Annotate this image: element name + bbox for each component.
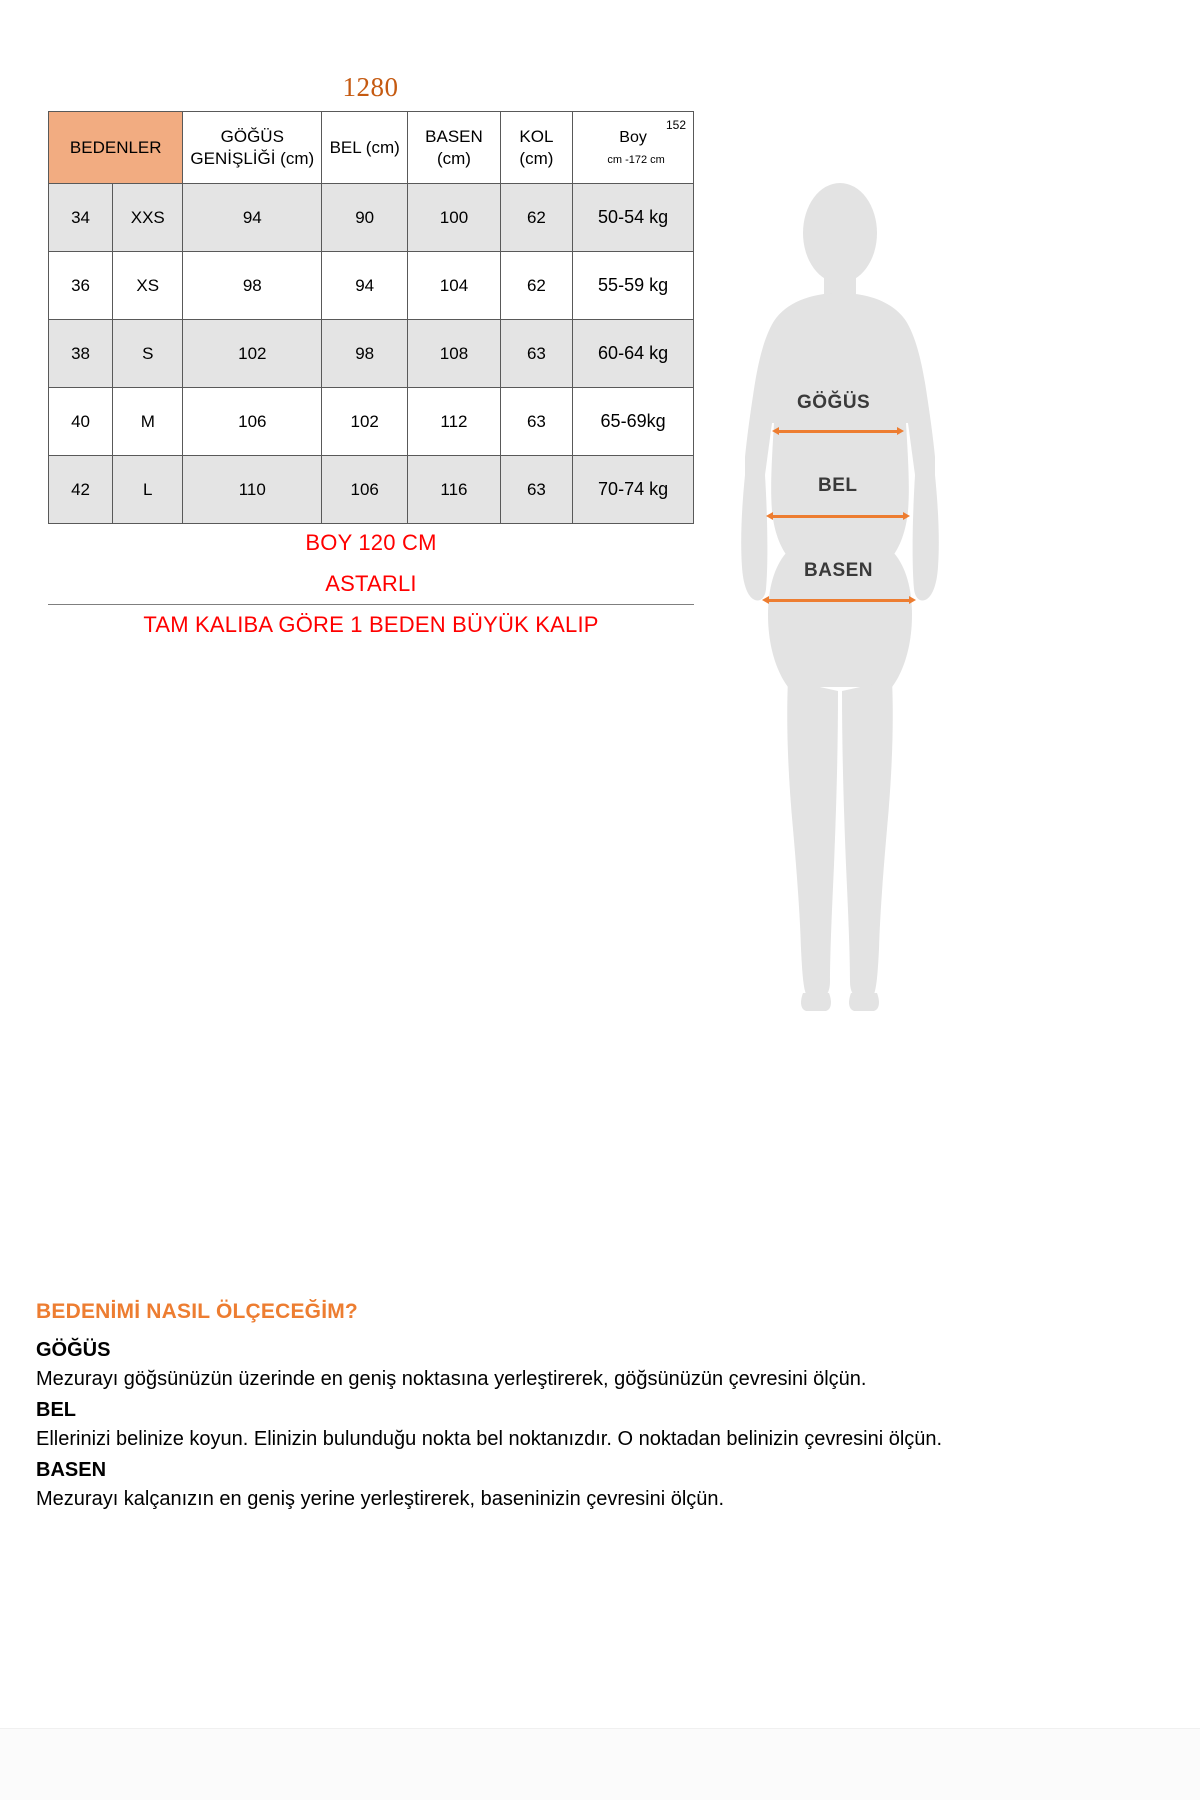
- measurement-instructions: [36, 1300, 1166, 1516]
- cell-hip: 108: [408, 320, 500, 388]
- note-lining: ASTARLI: [325, 571, 417, 596]
- cell-waist: 106: [322, 456, 408, 524]
- note-fit: TAM KALIBA GÖRE 1 BEDEN BÜYÜK KALIP: [143, 612, 599, 637]
- table-row: [49, 252, 694, 320]
- cell-waist: 94: [322, 252, 408, 320]
- cell-waist: 90: [322, 184, 408, 252]
- cell-size-num: 34: [49, 184, 113, 252]
- size-table-body: [49, 184, 694, 524]
- size-table-header: [49, 112, 694, 184]
- cell-chest: 98: [183, 252, 322, 320]
- cell-sleeve: 62: [500, 252, 572, 320]
- body-measurement-figure: [700, 175, 1160, 1055]
- instruction-term: BEL: [36, 1399, 76, 1421]
- header-cell-hip: BASEN (cm): [408, 112, 500, 184]
- header-cell-sizes: BEDENLER: [49, 112, 183, 184]
- cell-size-num: 42: [49, 456, 113, 524]
- cell-chest: 106: [183, 388, 322, 456]
- cell-sleeve: 62: [500, 184, 572, 252]
- hip-measure-arrow-icon: [768, 599, 910, 602]
- horizontal-divider: [48, 604, 694, 605]
- instruction-term: GÖĞÜS: [36, 1339, 111, 1361]
- cell-chest: 102: [183, 320, 322, 388]
- cell-hip: 112: [408, 388, 500, 456]
- cell-hip: 116: [408, 456, 500, 524]
- cell-size-alpha: L: [113, 456, 183, 524]
- product-code-number: 1280: [342, 72, 399, 102]
- instructions-title: BEDENİMİ NASIL ÖLÇECEĞİM?: [36, 1300, 358, 1323]
- size-table-container: [48, 111, 694, 524]
- header-height-small-number: 152: [665, 118, 686, 132]
- cell-weight: 65-69kg: [573, 388, 694, 456]
- header-row: [49, 112, 694, 184]
- figure-label-hip: BASEN: [804, 560, 874, 581]
- chest-measure-arrow-icon: [778, 430, 898, 433]
- figure-label-chest: GÖĞÜS: [797, 392, 871, 413]
- header-cell-waist: BEL (cm): [322, 112, 408, 184]
- female-silhouette-icon: [700, 175, 1160, 1055]
- header-height-label: Boy: [619, 128, 647, 146]
- cell-size-num: 40: [49, 388, 113, 456]
- cell-waist: 102: [322, 388, 408, 456]
- cell-chest: 110: [183, 456, 322, 524]
- cell-hip: 100: [408, 184, 500, 252]
- cell-size-alpha: XXS: [113, 184, 183, 252]
- note-garment-length: BOY 120 CM: [305, 530, 437, 555]
- cell-size-alpha: XS: [113, 252, 183, 320]
- instruction-description: Ellerinizi belinize koyun. Elinizin bulunduğu nokta bel noktanızdır. O noktadan belinizin çevresini ölçün.: [36, 1428, 943, 1450]
- cell-weight: 70-74 kg: [573, 456, 694, 524]
- table-row: [49, 388, 694, 456]
- instruction-description: Mezurayı kalçanızın en geniş yerine yerleştirerek, baseninizin çevresini ölçün.: [36, 1488, 725, 1510]
- instructions-list: [36, 1336, 1166, 1514]
- header-cell-chest: GÖĞÜS GENİŞLİĞİ (cm): [183, 112, 322, 184]
- header-cell-height: [573, 112, 694, 184]
- header-height-range: cm -172 cm: [607, 154, 665, 167]
- cell-size-alpha: S: [113, 320, 183, 388]
- cell-chest: 94: [183, 184, 322, 252]
- size-table: [48, 111, 694, 524]
- cell-hip: 104: [408, 252, 500, 320]
- header-cell-sleeve: KOL (cm): [500, 112, 572, 184]
- waist-measure-arrow-icon: [772, 515, 904, 518]
- cell-waist: 98: [322, 320, 408, 388]
- cell-sleeve: 63: [500, 320, 572, 388]
- table-row: [49, 184, 694, 252]
- bottom-band: [0, 1728, 1200, 1800]
- instruction-description: Mezurayı göğsünüzün üzerinde en geniş noktasına yerleştirerek, göğsünüzün çevresini ölçün.: [36, 1368, 867, 1390]
- cell-size-num: 36: [49, 252, 113, 320]
- figure-label-waist: BEL: [818, 475, 858, 496]
- cell-weight: 60-64 kg: [573, 320, 694, 388]
- cell-sleeve: 63: [500, 388, 572, 456]
- table-row: [49, 320, 694, 388]
- instruction-term: BASEN: [36, 1459, 107, 1481]
- cell-size-num: 38: [49, 320, 113, 388]
- cell-size-alpha: M: [113, 388, 183, 456]
- cell-weight: 50-54 kg: [573, 184, 694, 252]
- table-row: [49, 456, 694, 524]
- cell-weight: 55-59 kg: [573, 252, 694, 320]
- cell-sleeve: 63: [500, 456, 572, 524]
